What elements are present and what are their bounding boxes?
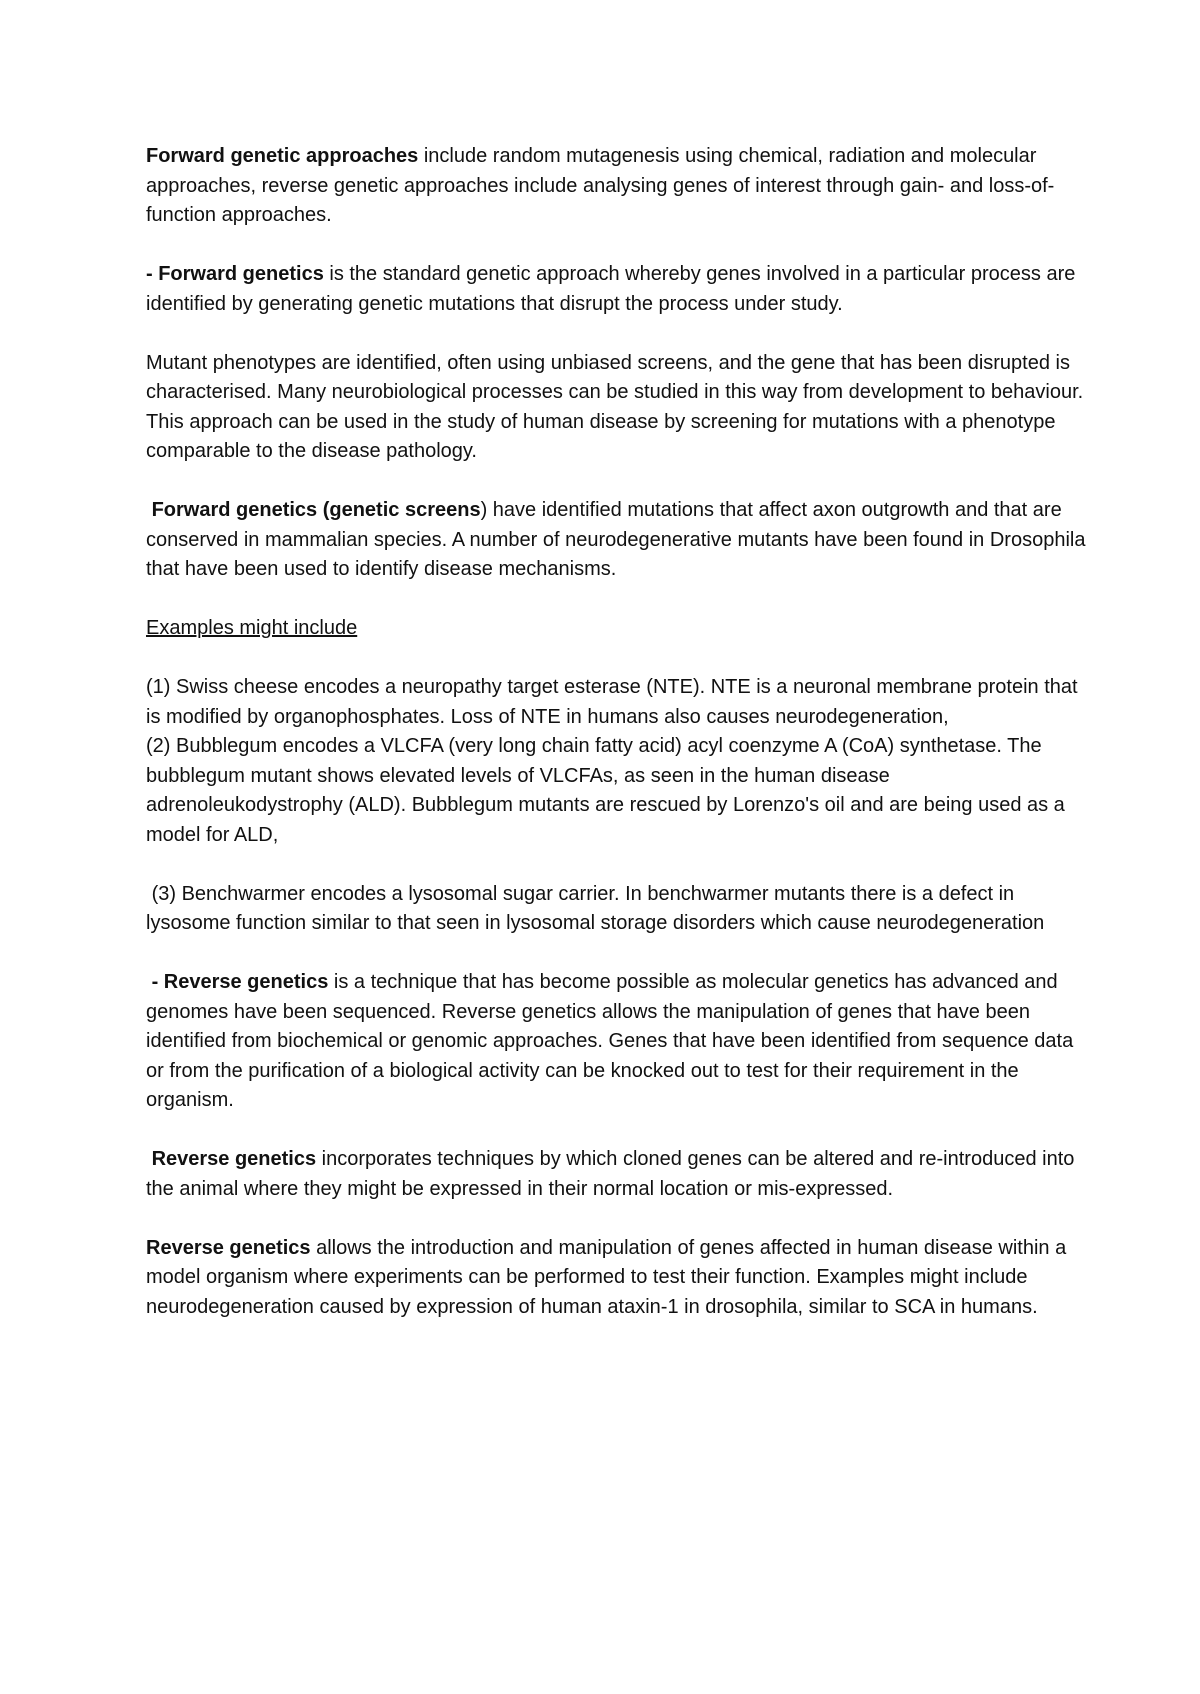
paragraph-reverse-genetics-techniques [146,1145,1086,1204]
example-item-benchwarmer [146,880,1086,939]
paragraph-text: allows the introduction and manipulation of genes affected in human disease within a model organism where experiments can be performed to test their function. Examples might include neurodegeneration caused by expression of human ataxin-1 in drosophila, similar to SCA in humans. [146,1236,1067,1318]
example-item-bubblegum: (2) Bubblegum encodes a VLCFA (very long chain fatty acid) acyl coenzyme A (CoA) synthetase. The bubblegum mutant shows elevated levels of VLCFAs, as seen in the human disease adrenoleukodystrophy (ALD). Bubblegum mutants are rescued by Lorenzo's oil and are being used as a model for ALD, [146,735,1065,846]
examples-heading [146,614,1086,644]
paragraph-text: (3) Benchwarmer encodes a lysosomal sugar carrier. In benchwarmer mutants there is a defect in lysosome function similar to that seen in lysosomal storage disorders which cause neurodegeneration [146,882,1045,934]
paragraph-text: is a technique that has become possible as molecular genetics has advanced and genomes have been sequenced. Reverse genetics allows the manipulation of genes that have been identified from biochemical or genomic approaches. Genes that have been identified from sequence data or from the purification of a biological activity can be knocked out to test for their requirement in the organism. [146,971,1079,1111]
paragraph-reverse-genetics [146,968,1086,1116]
paragraph-text: ) have identified mutations that affect axon outgrowth and that are conserved in mammalian species. A number of neurodegenerative mutants have been found in Drosophila that have been used to identify disease mechanisms. [146,499,1092,580]
examples-list [146,673,1086,850]
document-page [146,142,1092,1322]
example-item-swiss-cheese: (1) Swiss cheese encodes a neuropathy target esterase (NTE). NTE is a neuronal membrane protein that is modified by organophosphates. Loss of NTE in humans also causes neurodegeneration, [146,676,1078,728]
term-reverse-genetics: Reverse genetics [146,1236,311,1259]
paragraph-mutant-phenotypes [146,349,1086,467]
paragraph-text: include random mutagenesis using chemical, radiation and molecular approaches, reverse genetic approaches include analysing genes of interest through gain- and loss-of-function approaches. [146,145,1055,226]
term-forward-genetics-screens: Forward genetics (genetic screens [151,499,481,521]
term-forward-genetics: - Forward genetics [146,263,324,285]
paragraph-genetic-screens [146,496,1092,585]
term-forward-genetic-approaches: Forward genetic approaches [146,145,419,167]
paragraph-reverse-genetics-disease [146,1234,1086,1323]
paragraph-text: Mutant phenotypes are identified, often using unbiased screens, and the gene that has been disrupted is characterised. Many neurobiological processes can be studied in this way from development to behaviour. This approach can be used in the study of human disease by screening for mutations with a phenotype comparable to the disease pathology. [146,351,1084,462]
paragraph-text: is the standard genetic approach whereby genes involved in a particular process are identified by generating genetic mutations that disrupt the process under study. [146,263,1076,315]
paragraph-text: incorporates techniques by which cloned genes can be altered and re-introduced into the animal where they might be expressed in their normal location or mis-expressed. [146,1148,1080,1200]
examples-heading-text: Examples might include [146,617,358,639]
paragraph-forward-genetics [146,260,1086,319]
term-reverse-genetics: Reverse genetics [151,1148,317,1170]
paragraph-forward-genetic-approaches [146,142,1086,231]
term-reverse-genetics: - Reverse genetics [151,971,329,993]
